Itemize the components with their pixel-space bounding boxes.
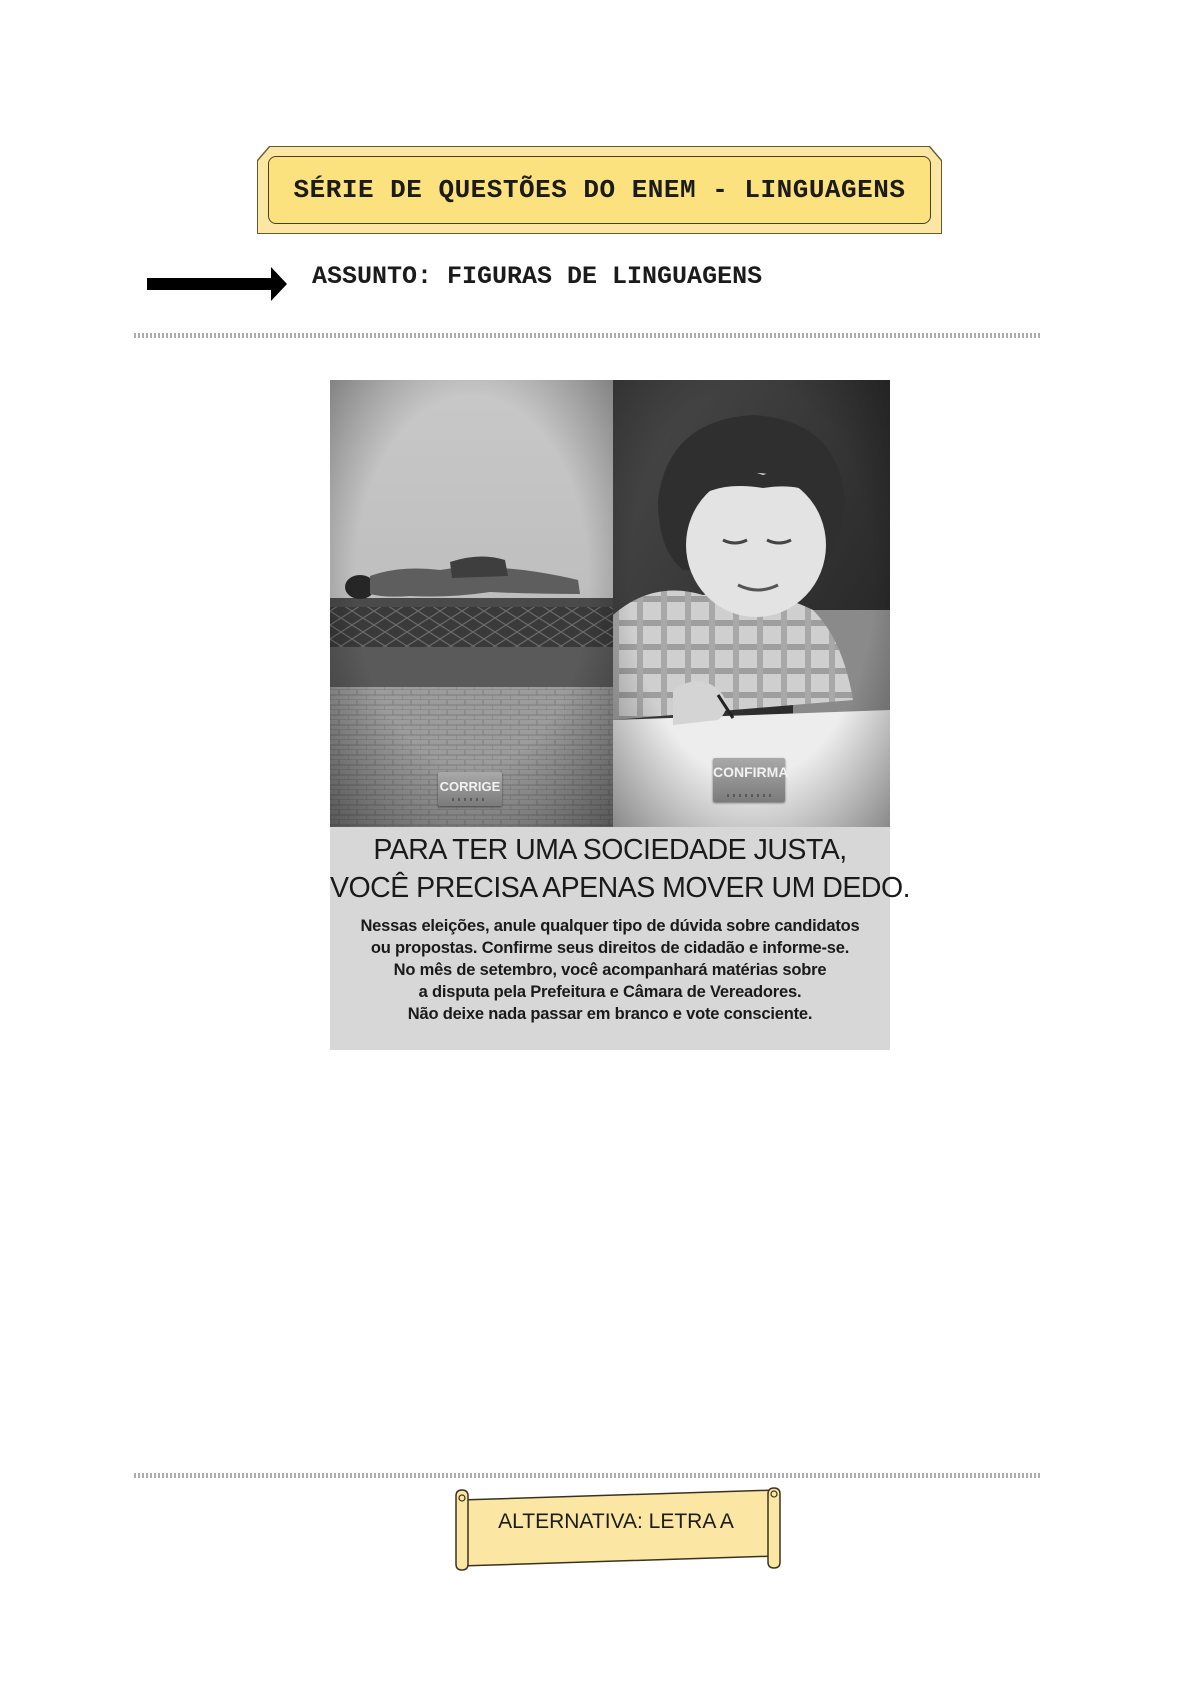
right-arrow-icon [147, 267, 287, 301]
body-line: Não deixe nada passar em branco e vote consciente. [407, 1005, 813, 1023]
ad-body [330, 915, 890, 1025]
photo-boy-writing [613, 380, 890, 827]
subject-line: ASSUNTO: FIGURAS DE LINGUAGENS [312, 262, 763, 291]
corrige-button: CORRIGE [438, 772, 502, 806]
title-banner [268, 156, 931, 224]
body-line: ou propostas. Confirme seus direitos de cidadão e informe-se. [370, 939, 850, 957]
divider-bottom [134, 1473, 1040, 1478]
election-advertisement [330, 380, 911, 1050]
confirma-button: CONFIRMA [713, 758, 785, 802]
headline-line: PARA TER UMA SOCIEDADE JUSTA, [373, 834, 847, 866]
body-line: Nessas eleições, anule qualquer tipo de dúvida sobre candidatos [360, 917, 860, 935]
photo-sleeping-child [330, 380, 613, 827]
body-line: a disputa pela Prefeitura e Câmara de Vereadores. [418, 983, 802, 1001]
answer-label: ALTERNATIVA: LETRA A [498, 1510, 734, 1533]
body-line: No mês de setembro, você acompanhará matérias sobre [393, 961, 827, 979]
page-title: SÉRIE DE QUESTÕES DO ENEM - LINGUAGENS [293, 175, 906, 205]
ad-text-block [330, 827, 911, 1025]
headline-line: VOCÊ PRECISA APENAS MOVER UM DEDO. [330, 872, 911, 904]
divider-top [134, 333, 1040, 338]
ad-headline [330, 831, 911, 907]
